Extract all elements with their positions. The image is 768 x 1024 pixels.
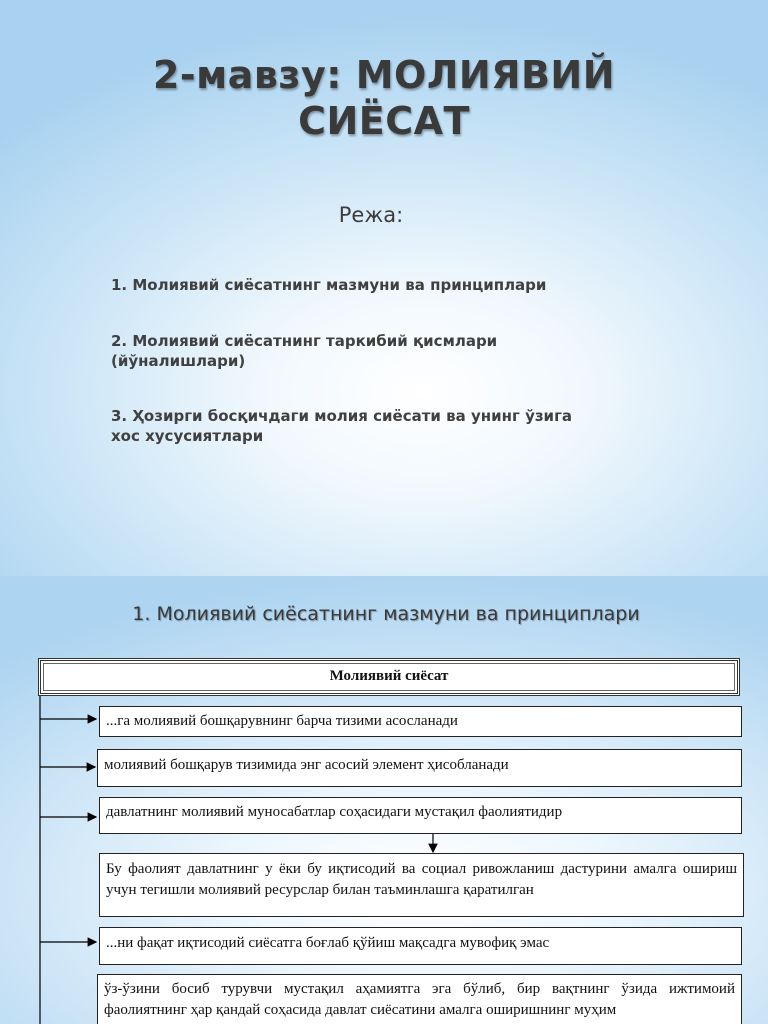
plan-item-3: 3. Ҳозирги босқичдаги молия сиёсати ва унинг ўзига хос хусусиятлари: [111, 407, 573, 445]
item-box-4: Бу фаолият давлатнинг у ёки бу иқтисодий ва социал ривожланиш дастурини амалга ошириш учун тегишли молиявий ресурслар билан таъминлашга қаратилган: [99, 853, 744, 917]
item-box-3: давлатнинг молиявий муносабатлар соҳасидаги мустақил фаолиятидир: [99, 797, 742, 834]
title-line-2: СИЁСАТ: [298, 99, 470, 143]
slide-title: 1. Молиявий сиёсатнинг мазмуни ва принциплари: [132, 603, 640, 625]
item-box-2: молиявий бошқарув тизимида энг асосий элемент ҳисобланади: [97, 749, 742, 787]
slide-financial-policy: [0, 576, 768, 1024]
header-box: Молиявий сиёсат: [38, 658, 740, 696]
plan-item-2: 2. Молиявий сиёсатнинг таркибий қисмлари (йўналишлари): [111, 332, 498, 370]
plan-item-1: 1. Молиявий сиёсатнинг мазмуни ва принциплари: [111, 276, 547, 294]
item-box-5: ...ни фақат иқтисодий сиёсатга боғлаб қўйиш мақсадга мувофиқ эмас: [99, 927, 742, 965]
slide-title: [0, 52, 768, 144]
item-box-1: ...га молиявий бошқарувнинг барча тизими асосланади: [99, 706, 742, 737]
plan-heading: Режа:: [338, 203, 404, 227]
item-box-6: ўз-ўзини босиб турувчи мустақил аҳамиятга эга бўлиб, бир вақтнинг ўзида ижтимоий фаолиятнинг ҳар қандай соҳасида давлат сиёсатини амалга оширишнинг муҳим: [97, 974, 742, 1024]
title-line-1: 2-мавзу: МОЛИЯВИЙ: [152, 53, 616, 97]
